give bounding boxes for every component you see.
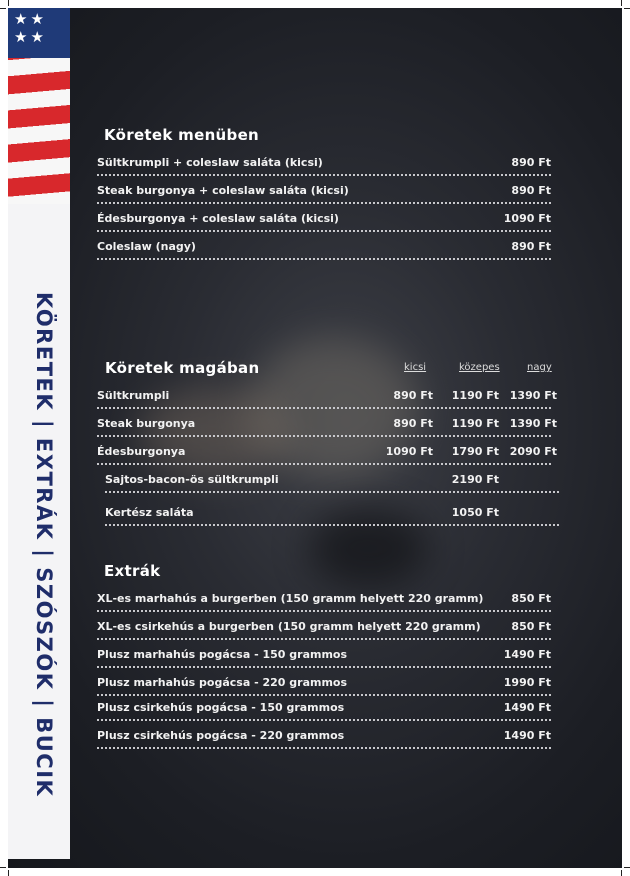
price-small: 890 Ft <box>393 417 433 430</box>
item-name: Steak burgonya <box>97 417 196 430</box>
item-price: 850 Ft <box>511 592 551 605</box>
item-name: XL-es marhahús a burgerben (150 gramm helyett 220 gramm) <box>97 592 484 605</box>
item-name: Sültkrumpli + coleslaw saláta (kicsi) <box>97 156 323 169</box>
menu-row <box>97 441 557 465</box>
item-price: 890 Ft <box>511 240 551 253</box>
price-large: 1390 Ft <box>509 417 557 430</box>
menu-row <box>97 152 551 176</box>
menu-row <box>97 616 551 640</box>
item-name: XL-es csirkehús a burgerben (150 gramm helyett 220 gramm) <box>97 620 481 633</box>
price-medium: 2190 Ft <box>451 473 499 486</box>
item-price: 1090 Ft <box>503 212 551 225</box>
item-price: 1490 Ft <box>503 648 551 661</box>
item-name: Édesburgonya <box>97 445 186 458</box>
menu-row <box>97 697 551 721</box>
item-price: 1490 Ft <box>503 701 551 714</box>
column-label-small: kicsi <box>404 362 427 373</box>
item-name: Coleslaw (nagy) <box>97 240 196 253</box>
menu-row <box>97 236 551 260</box>
menu-row <box>97 208 551 232</box>
menu-row <box>97 725 551 749</box>
item-name: Kertész saláta <box>105 506 194 519</box>
item-name: Steak burgonya + coleslaw saláta (kicsi) <box>97 184 349 197</box>
item-price: 850 Ft <box>511 620 551 633</box>
american-flag <box>8 8 70 204</box>
price-medium: 1190 Ft <box>451 417 499 430</box>
menu-row <box>97 644 551 668</box>
item-name: Plusz marhahús pogácsa - 150 grammos <box>97 648 348 661</box>
item-price: 1990 Ft <box>503 676 551 689</box>
price-medium: 1190 Ft <box>451 389 499 402</box>
menu-row <box>105 469 559 493</box>
section-title-menu-sides: Köretek menüben <box>104 126 260 144</box>
column-label-medium: közepes <box>459 362 500 373</box>
price-small: 890 Ft <box>393 389 433 402</box>
item-name: Plusz csirkehús pogácsa - 150 grammos <box>97 701 345 714</box>
menu-row <box>97 588 551 612</box>
price-large: 2090 Ft <box>509 445 557 458</box>
item-name: Sajtos-bacon-ös sültkrumpli <box>105 473 279 486</box>
menu-row <box>97 413 557 437</box>
menu-row <box>97 180 551 204</box>
menu-row <box>97 672 551 696</box>
item-name: Plusz csirkehús pogácsa - 220 grammos <box>97 729 345 742</box>
menu-row <box>105 502 559 526</box>
column-label-large: nagy <box>527 362 552 373</box>
section-title-extras: Extrák <box>104 562 161 580</box>
item-name: Sültkrumpli <box>97 389 170 402</box>
item-price: 890 Ft <box>511 156 551 169</box>
side-strip <box>8 8 70 859</box>
menu-row <box>97 385 557 409</box>
star-icon: ★★ ★★ <box>8 8 70 58</box>
item-name: Édesburgonya + coleslaw saláta (kicsi) <box>97 212 339 225</box>
item-price: 890 Ft <box>511 184 551 197</box>
side-title: KÖRETEK | EXTRÁK | SZÓSZÓK | BUCIK <box>32 292 56 798</box>
item-price: 1490 Ft <box>503 729 551 742</box>
price-medium: 1790 Ft <box>451 445 499 458</box>
price-large: 1390 Ft <box>509 389 557 402</box>
item-name: Plusz marhahús pogácsa - 220 grammos <box>97 676 348 689</box>
section-title-sides-alone: Köretek magában <box>105 359 260 377</box>
price-medium: 1050 Ft <box>451 506 499 519</box>
price-small: 1090 Ft <box>385 445 433 458</box>
